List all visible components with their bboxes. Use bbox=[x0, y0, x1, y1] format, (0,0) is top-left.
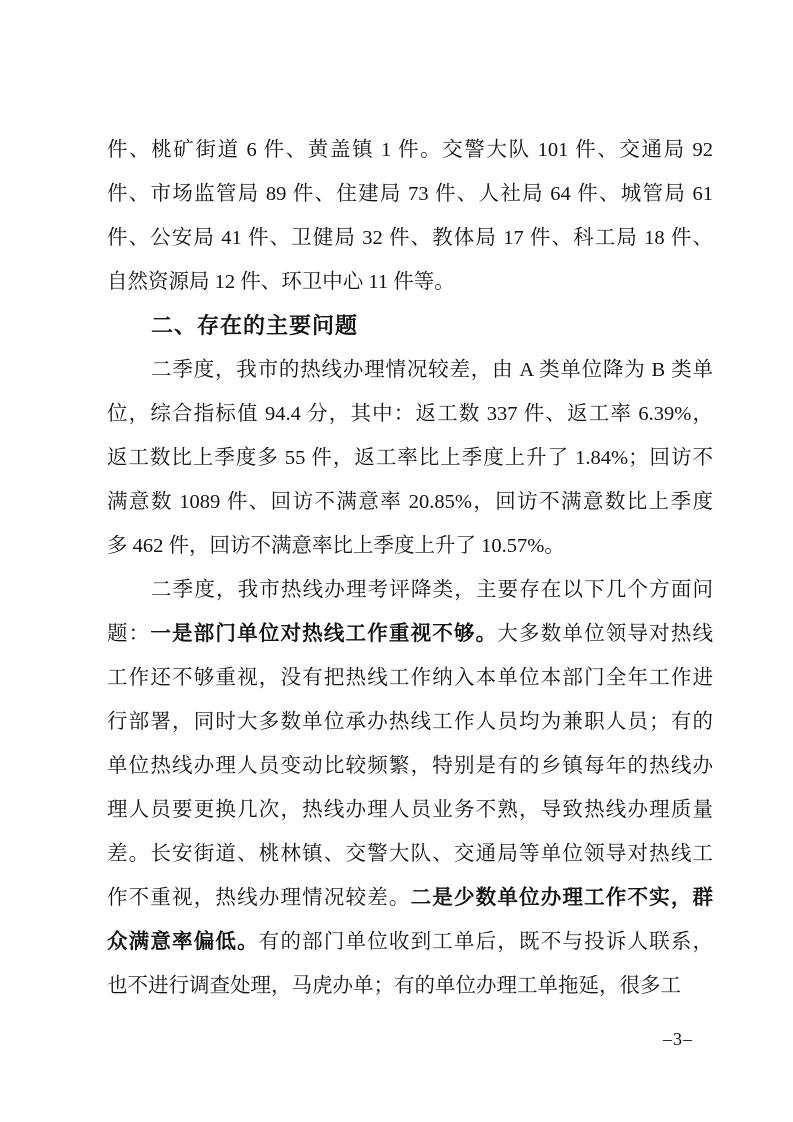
text-line: 位，综合指标值 94.4 分，其中：返工数 337 件、返工率 6.39%， bbox=[107, 403, 713, 425]
text-line: 件、公安局 41 件、卫健局 32 件、教体局 17 件、科工局 18 件、 bbox=[107, 227, 713, 249]
text-segment: 作不重视，热线办理情况较差。 bbox=[107, 887, 411, 909]
text-segment-bold: 众满意率偏低。 bbox=[107, 930, 259, 953]
text-segment: 有的部门单位收到工单后，既不与投诉人联系， bbox=[258, 931, 713, 953]
text-segment: 大多数单位领导对热线 bbox=[497, 623, 714, 645]
text-line: 件、市场监管局 89 件、住建局 73 件、人社局 64 件、城管局 61 bbox=[107, 183, 713, 205]
text-line: 理人员要更换几次，热线办理人员业务不熟，导致热线办理质量 bbox=[107, 799, 713, 821]
text-line: 单位热线办理人员变动比较频繁，特别是有的乡镇每年的热线办 bbox=[107, 755, 713, 777]
text-line bbox=[107, 612, 713, 656]
text-line: 自然资源局 12 件、环卫中心 11 件等。 bbox=[107, 271, 455, 293]
page-number: –3– bbox=[663, 1029, 693, 1049]
document-body bbox=[107, 128, 713, 1008]
text-line: 件、桃矿街道 6 件、黄盖镇 1 件。交警大队 101 件、交通局 92 bbox=[107, 139, 713, 161]
section-heading: 二、存在的主要问题 bbox=[151, 313, 359, 338]
text-line: 行部署，同时大多数单位承办热线工作人员均为兼职人员；有的 bbox=[107, 711, 713, 733]
text-line: 二季度，我市热线办理考评降类，主要存在以下几个方面问 bbox=[151, 579, 713, 601]
text-line: 满意数 1089 件、回访不满意率 20.85%，回访不满意数比上季度 bbox=[107, 491, 713, 513]
text-line bbox=[107, 920, 713, 964]
text-line: 差。长安街道、桃林镇、交警大队、交通局等单位领导对热线工 bbox=[107, 843, 713, 865]
text-line: 二季度，我市的热线办理情况较差，由 A 类单位降为 B 类单 bbox=[151, 359, 713, 381]
text-segment: 题： bbox=[107, 623, 151, 645]
text-line: 返工数比上季度多 55 件，返工率比上季度上升了 1.84%；回访不 bbox=[107, 447, 713, 469]
text-line: 工作还不够重视，没有把热线工作纳入本单位本部门全年工作进 bbox=[107, 667, 713, 689]
text-line: 多 462 件，回访不满意率比上季度上升了 10.57%。 bbox=[107, 535, 565, 557]
text-segment-bold: 二是少数单位办理工作不实，群 bbox=[410, 886, 714, 909]
text-segment-bold: 一是部门单位对热线工作重视不够。 bbox=[150, 622, 498, 645]
text-line bbox=[107, 876, 713, 920]
text-line: 也不进行调查处理，马虎办单；有的单位办理工单拖延，很多工 bbox=[107, 975, 681, 997]
